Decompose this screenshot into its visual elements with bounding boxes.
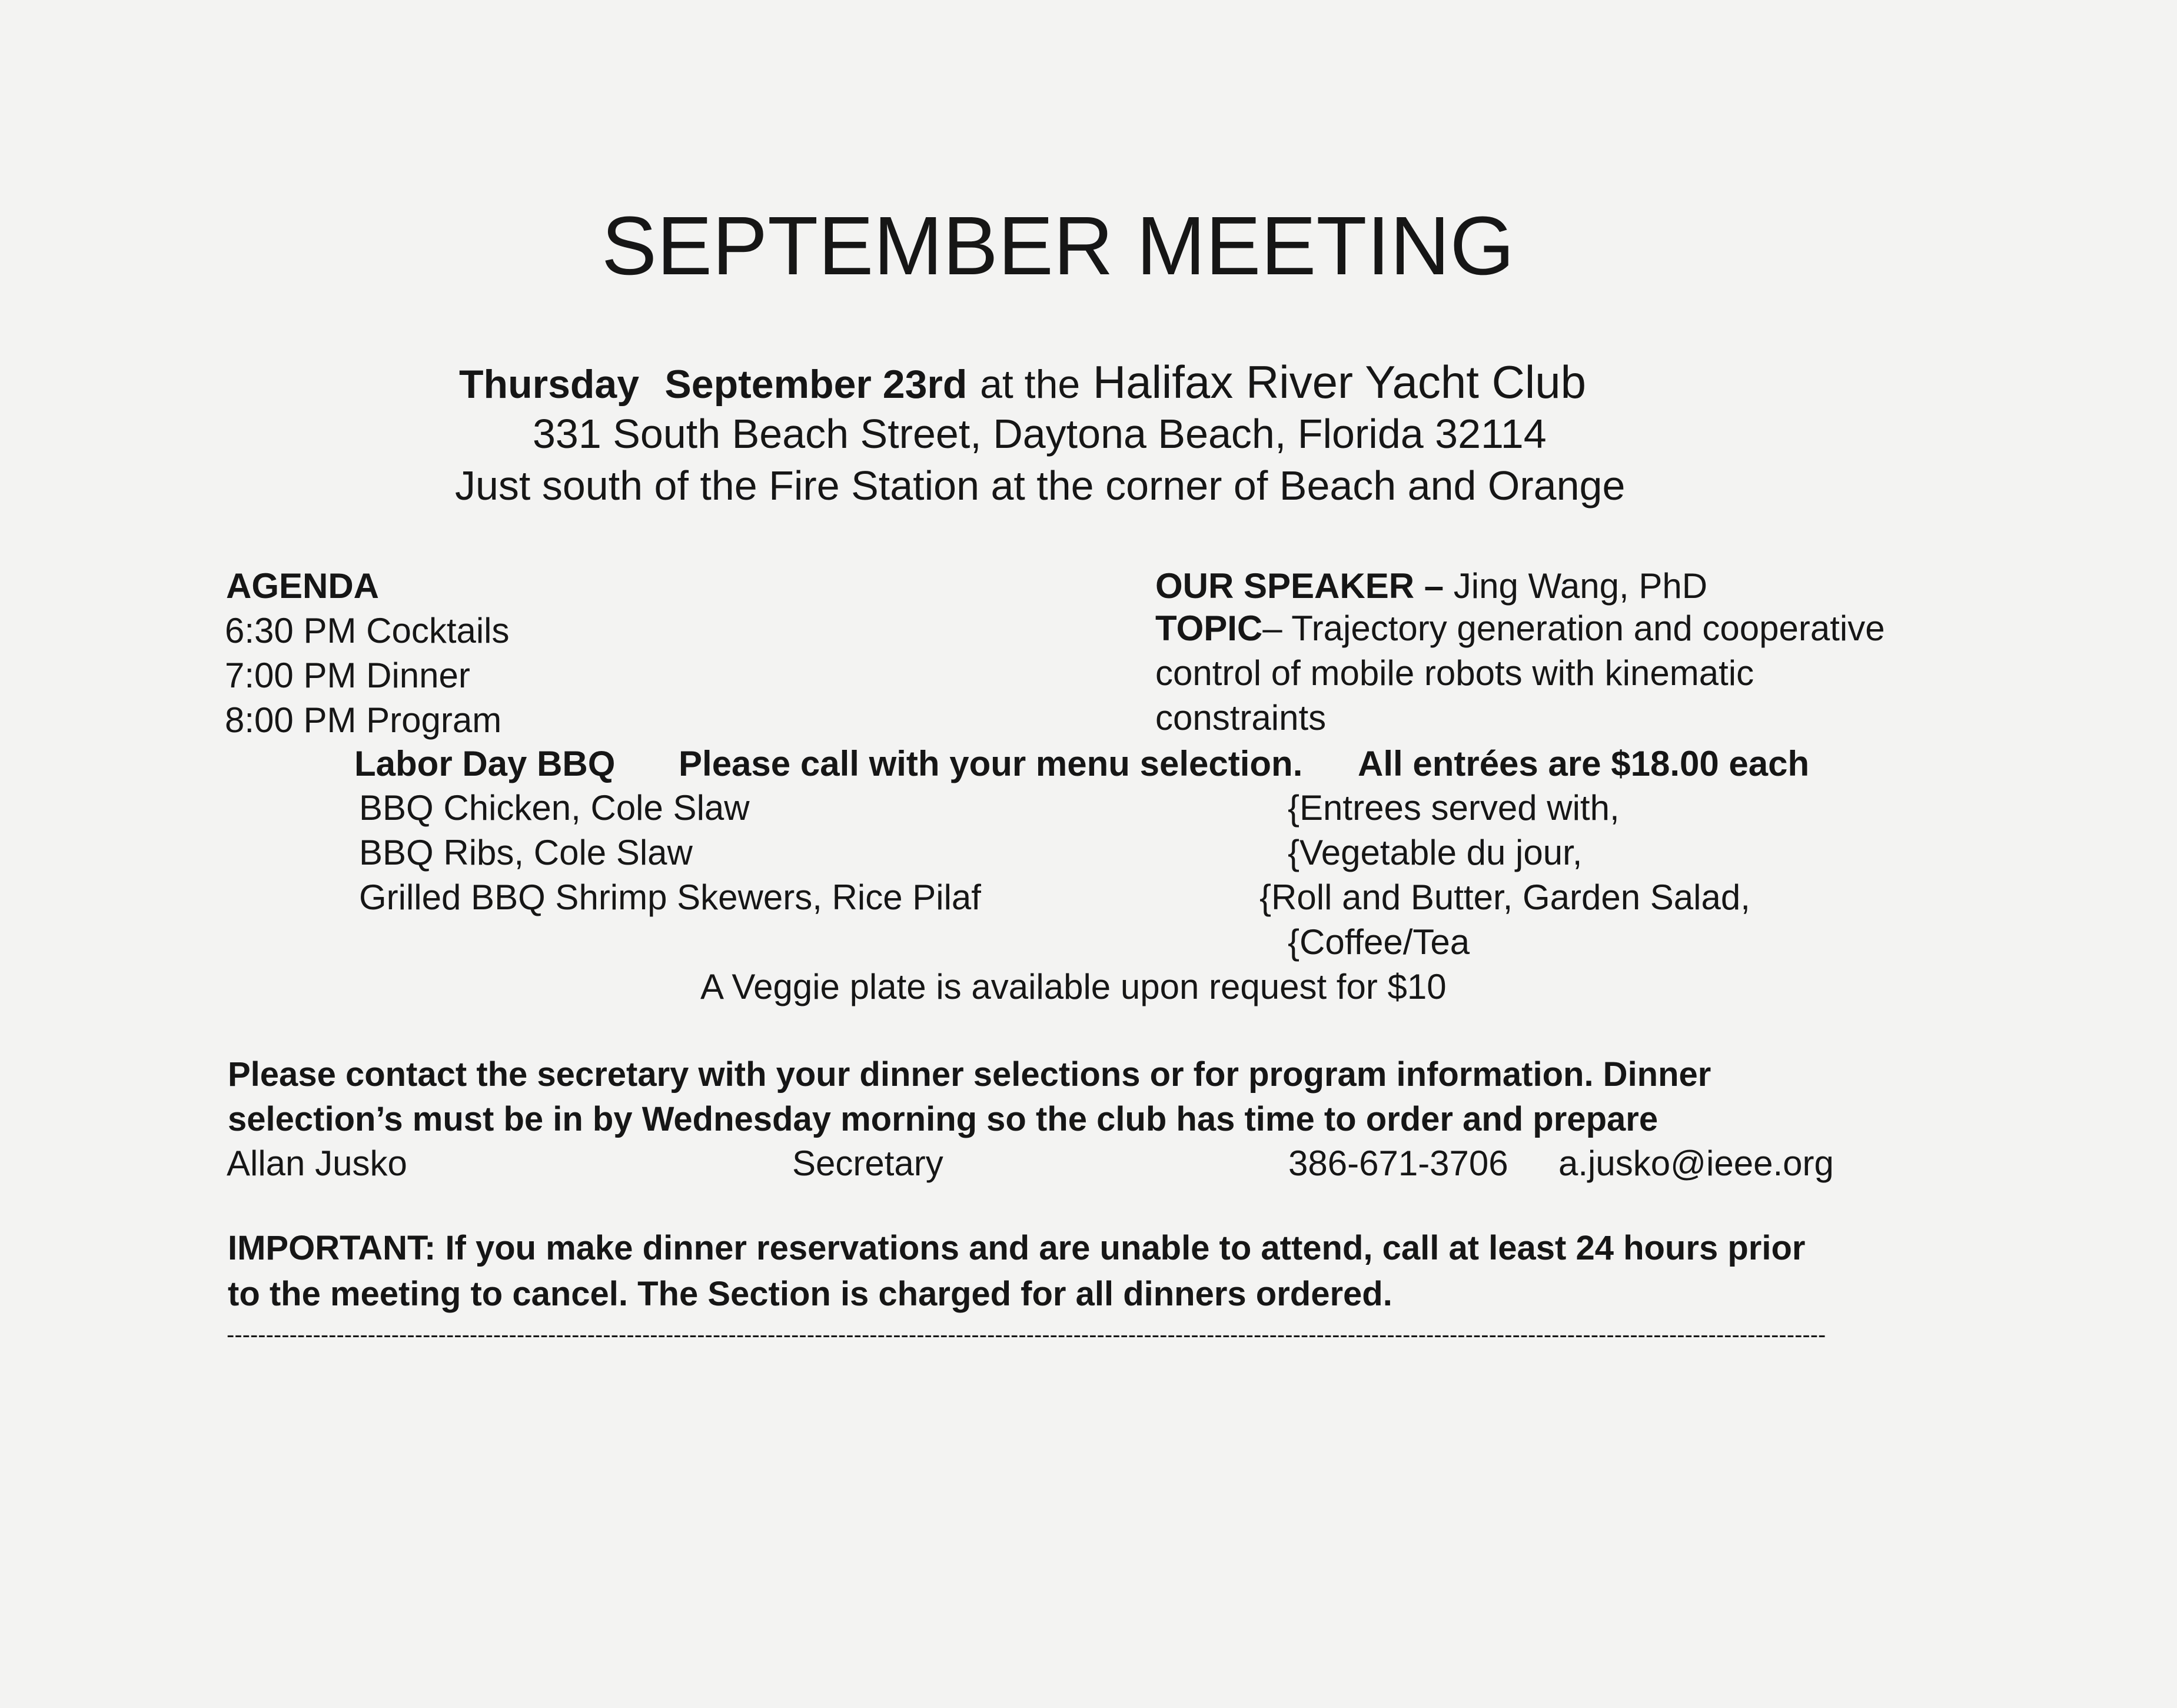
meeting-day: Thursday xyxy=(459,362,640,407)
menu-call-text: Please call with your menu selection. xyxy=(679,744,1303,783)
side-item: {Roll and Butter, Garden Salad, xyxy=(1259,878,1750,917)
venue-address: 331 South Beach Street, Daytona Beach, Florida 32114 xyxy=(533,411,1547,457)
secretary-phone: 386-671-3706 xyxy=(1288,1144,1508,1183)
veggie-note: A Veggie plate is available upon request for $10 xyxy=(700,967,1447,1006)
side-item: {Entrees served with, xyxy=(1288,788,1620,828)
entree-item: BBQ Ribs, Cole Slaw xyxy=(359,833,693,872)
entree-item: Grilled BBQ Shrimp Skewers, Rice Pilaf xyxy=(359,878,981,917)
side-item: {Vegetable du jour, xyxy=(1288,833,1583,872)
meeting-date-line xyxy=(459,356,1587,408)
secretary-role: Secretary xyxy=(792,1144,943,1183)
divider-line: ------------------------------------------------------------------------------------------------------------------------------------------------------------------------------------------------------------ xyxy=(227,1323,1826,1347)
topic-text: – Trajectory generation and cooperative xyxy=(1262,609,1885,648)
important-notice: to the meeting to cancel. The Section is charged for all dinners ordered. xyxy=(228,1275,1392,1313)
speaker-line xyxy=(1155,566,1708,606)
venue-name: Halifax River Yacht Club xyxy=(1092,356,1587,408)
agenda-heading: AGENDA xyxy=(226,566,380,606)
important-notice: IMPORTANT: If you make dinner reservations and are unable to attend, call at least 24 hours prior xyxy=(228,1229,1806,1267)
speaker-label: OUR SPEAKER – xyxy=(1155,566,1444,606)
secretary-name: Allan Jusko xyxy=(227,1144,407,1183)
topic-text: control of mobile robots with kinematic xyxy=(1155,653,1754,693)
agenda-item: 8:00 PM Program xyxy=(225,700,502,740)
menu-heading: Labor Day BBQ xyxy=(354,744,616,783)
page-title: SEPTEMBER MEETING xyxy=(601,199,1515,292)
topic-line xyxy=(1155,611,1885,646)
agenda-item: 7:00 PM Dinner xyxy=(225,656,470,695)
meeting-date: September 23rd xyxy=(664,362,968,407)
entree-item: BBQ Chicken, Cole Slaw xyxy=(359,788,750,828)
agenda-item: 6:30 PM Cocktails xyxy=(225,611,510,650)
contact-text: selection’s must be in by Wednesday morning so the club has time to order and prepare xyxy=(228,1100,1658,1138)
at-the-text: at the xyxy=(980,362,1081,407)
menu-price-text: All entrées are $18.00 each xyxy=(1358,744,1810,783)
speaker-name: Jing Wang, PhD xyxy=(1453,566,1708,606)
secretary-email: a.jusko@ieee.org xyxy=(1558,1144,1834,1183)
topic-label: TOPIC xyxy=(1155,609,1263,648)
side-item: {Coffee/Tea xyxy=(1288,922,1470,962)
topic-text: constraints xyxy=(1155,698,1327,737)
contact-text: Please contact the secretary with your dinner selections or for program information. Dinner xyxy=(228,1055,1711,1094)
venue-directions: Just south of the Fire Station at the corner of Beach and Orange xyxy=(455,463,1626,509)
